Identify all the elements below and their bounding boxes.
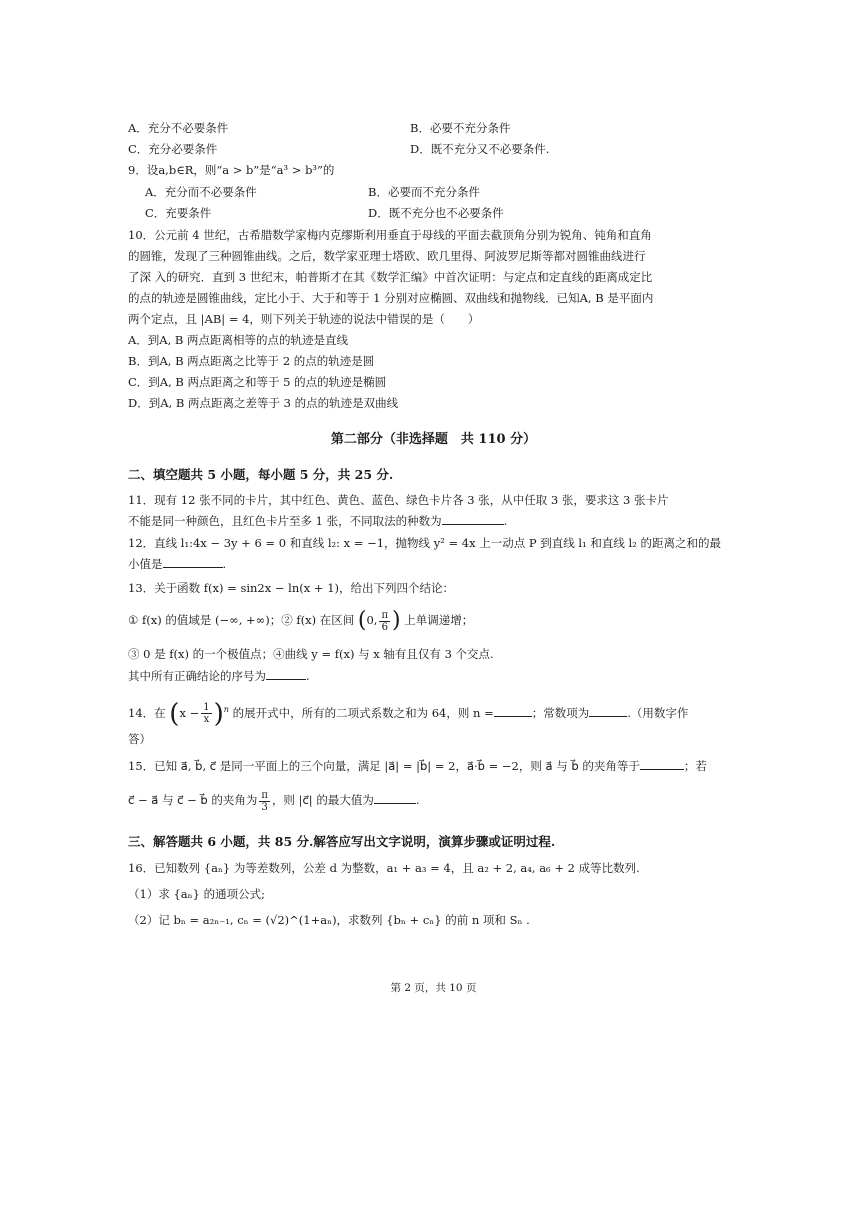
q13-pi-over-6 — [379, 610, 390, 633]
q15-answer-blank-angle[interactable] — [640, 758, 684, 770]
q15-text-c: c⃗ − a⃗ 与 c⃗ − b⃗ 的夹角为 — [128, 793, 258, 807]
q14-one-over-x — [201, 702, 211, 725]
q12-line-2: 小值是 . — [128, 557, 227, 571]
q16-part-2: （2）记 bₙ = a₂ₙ₋₁, cₙ = (√2)^(1+aₙ)，求数列 {bₙ + cₙ} 的前 n 项和 Sₙ . — [128, 913, 530, 927]
q14-expr: x − — [179, 705, 200, 720]
page-footer: 第 2 页，共 10 页 — [390, 982, 477, 994]
q11-text: 不能是同一种颜色，且红色卡片至多 1 张，不同取法的种数为 — [128, 514, 442, 528]
q16-stem: 16．已知数列 {aₙ} 为等差数列，公差 d 为整数，a₁ + a₃ = 4，且 a₂ + 2, a₄, a₆ + 2 成等比数列. — [128, 861, 640, 875]
q12-text: 小值是 — [128, 557, 163, 571]
q14-exponent: n — [223, 705, 229, 714]
q11-line-2: 不能是同一种颜色，且红色卡片至多 1 张，不同取法的种数为 . — [128, 514, 508, 528]
frac-numerator: π — [381, 609, 389, 621]
q14-pre: 14．在 — [128, 705, 166, 720]
q15-pi-over-3 — [259, 790, 270, 813]
frac-denominator: x — [203, 714, 210, 726]
section3-heading: 三、解答题共 6 小题，共 85 分.解答应写出文字说明，演算步骤或证明过程. — [128, 834, 556, 849]
open-paren-icon: ( — [169, 698, 180, 729]
q9-option-d: D．既不充分也不必要条件 — [368, 206, 504, 220]
q13-conclusions-2: ③ 0 是 f(x) 的一个极值点；④曲线 y = f(x) 与 x 轴有且仅有 3 个交点. — [128, 647, 494, 661]
q12-line-1: 12．直线 l₁:4x − 3y + 6 = 0 和直线 l₂: x = −1，抛物线 y² = 4x 上一动点 P 到直线 l₁ 和直线 l₂ 的距离之和的最 — [128, 536, 721, 550]
q9-stem: 9．设a,b∈R，则“a > b”是“a³ > b³”的 — [128, 163, 335, 177]
q15-line-1 — [128, 758, 707, 774]
section2-heading: 二、填空题共 5 小题，每小题 5 分，共 25 分. — [128, 467, 394, 482]
q15-line-2: c⃗ − a⃗ 与 c⃗ − b⃗ 的夹角为 $\frac{\pi}{3}$ ，则 |c⃗| 的最大值为 . — [128, 789, 420, 813]
q14-line-1 — [128, 697, 689, 729]
q13-stem: 13．关于函数 f(x) = sin2x − ln(x + 1)，给出下列四个结论： — [128, 581, 454, 595]
q15-text-a: 15．已知 a⃗, b⃗, c⃗ 是同一平面上的三个向量，满足 |a⃗| = |b⃗| = 2，a⃗·b⃗ = −2，则 a⃗ 与 b⃗ 的夹角等于 — [128, 759, 640, 773]
frac-denominator: 6 — [381, 621, 388, 633]
frac-numerator: 1 — [203, 702, 210, 714]
q9-option-a: A．充分而不必要条件 — [145, 185, 257, 199]
q13-interval-zero: 0, — [366, 613, 378, 627]
q8-option-d: D．既不充分又不必要条件. — [410, 142, 550, 156]
q14-mid: ；常数项为 — [531, 705, 590, 720]
q9-option-c: C．充要条件 — [145, 206, 212, 220]
q10-option-b: B．到A, B 两点距离之比等于 2 的点的轨迹是圆 — [128, 354, 375, 368]
q13-c1-tail: 上单调递增； — [404, 613, 474, 627]
q8-option-b: B．必要不充分条件 — [410, 121, 511, 135]
q14-post: 的展开式中，所有的二项式系数之和为 64，则 n = — [232, 705, 494, 720]
q14-answer-blank-n[interactable] — [494, 705, 532, 717]
q15-answer-blank-max[interactable] — [374, 792, 416, 804]
q13-conclusions-1 — [128, 609, 473, 633]
q13-text: 其中所有正确结论的序号为 — [128, 669, 266, 683]
q10-option-c: C．到A, B 两点距离之和等于 5 的点的轨迹是椭圆 — [128, 375, 387, 389]
q16-part-1: （1）求 {aₙ} 的通项公式; — [128, 887, 265, 901]
q8-option-c: C．充分必要条件 — [128, 142, 218, 156]
close-paren-icon: ) — [213, 698, 224, 729]
frac-denominator: 3 — [261, 801, 268, 813]
q14-line-2: 答） — [128, 732, 151, 746]
q11-line-1: 11．现有 12 张不同的卡片，其中红色、黄色、蓝色、绿色卡片各 3 张，从中任取 3 张，要求这 3 张卡片 — [128, 493, 669, 507]
q10-line-5: 两个定点，且 |AB| = 4，则下列关于轨迹的说法中错误的是（ ） — [128, 312, 480, 326]
q8-option-a: A．充分不必要条件 — [128, 121, 229, 135]
q15-text-d: ，则 |c⃗| 的最大值为 — [271, 793, 374, 807]
q10-line-1: 10．公元前 4 世纪，古希腊数学家梅内克缪斯利用垂直于母线的平面去截顶角分别为锐角、钝角和直角 — [128, 228, 652, 242]
q9-option-b: B．必要而不充分条件 — [368, 185, 480, 199]
q12-answer-blank[interactable] — [163, 556, 223, 568]
q10-line-3: 了深 入的研究．直到 3 世纪末，帕普斯才在其《数学汇编》中首次证明：与定点和定直线的距离成定比 — [128, 270, 653, 284]
frac-numerator: π — [261, 789, 268, 801]
q15-text-b: ；若 — [683, 759, 707, 773]
q14-answer-blank-const[interactable] — [589, 705, 627, 717]
close-paren-icon: ) — [392, 608, 401, 633]
q13-answer-line: 其中所有正确结论的序号为 . — [128, 669, 310, 683]
q10-option-d: D．到A, B 两点距离之差等于 3 的点的轨迹是双曲线 — [128, 396, 399, 410]
q13-answer-blank[interactable] — [266, 668, 306, 680]
q14-tail: .（用数字作 — [627, 705, 689, 720]
q13-c1-text: ① f(x) 的值域是 (−∞, +∞)；② f(x) 在区间 — [128, 613, 355, 627]
q11-answer-blank[interactable] — [442, 513, 504, 525]
part2-title: 第二部分（非选择题 共 110 分） — [330, 432, 537, 447]
q10-line-2: 的圆锥，发现了三种圆锥曲线。之后，数学家亚理士塔欧、欧几里得、阿波罗尼斯等都对圆锥曲线进行 — [128, 249, 646, 263]
q10-option-a: A．到A, B 两点距离相等的点的轨迹是直线 — [128, 333, 349, 347]
q10-line-4: 的点的轨迹是圆锥曲线，定比小于、大于和等于 1 分别对应椭圆、双曲线和抛物线．已知A, B 是平面内 — [128, 291, 654, 305]
open-paren-icon: ( — [357, 608, 367, 633]
